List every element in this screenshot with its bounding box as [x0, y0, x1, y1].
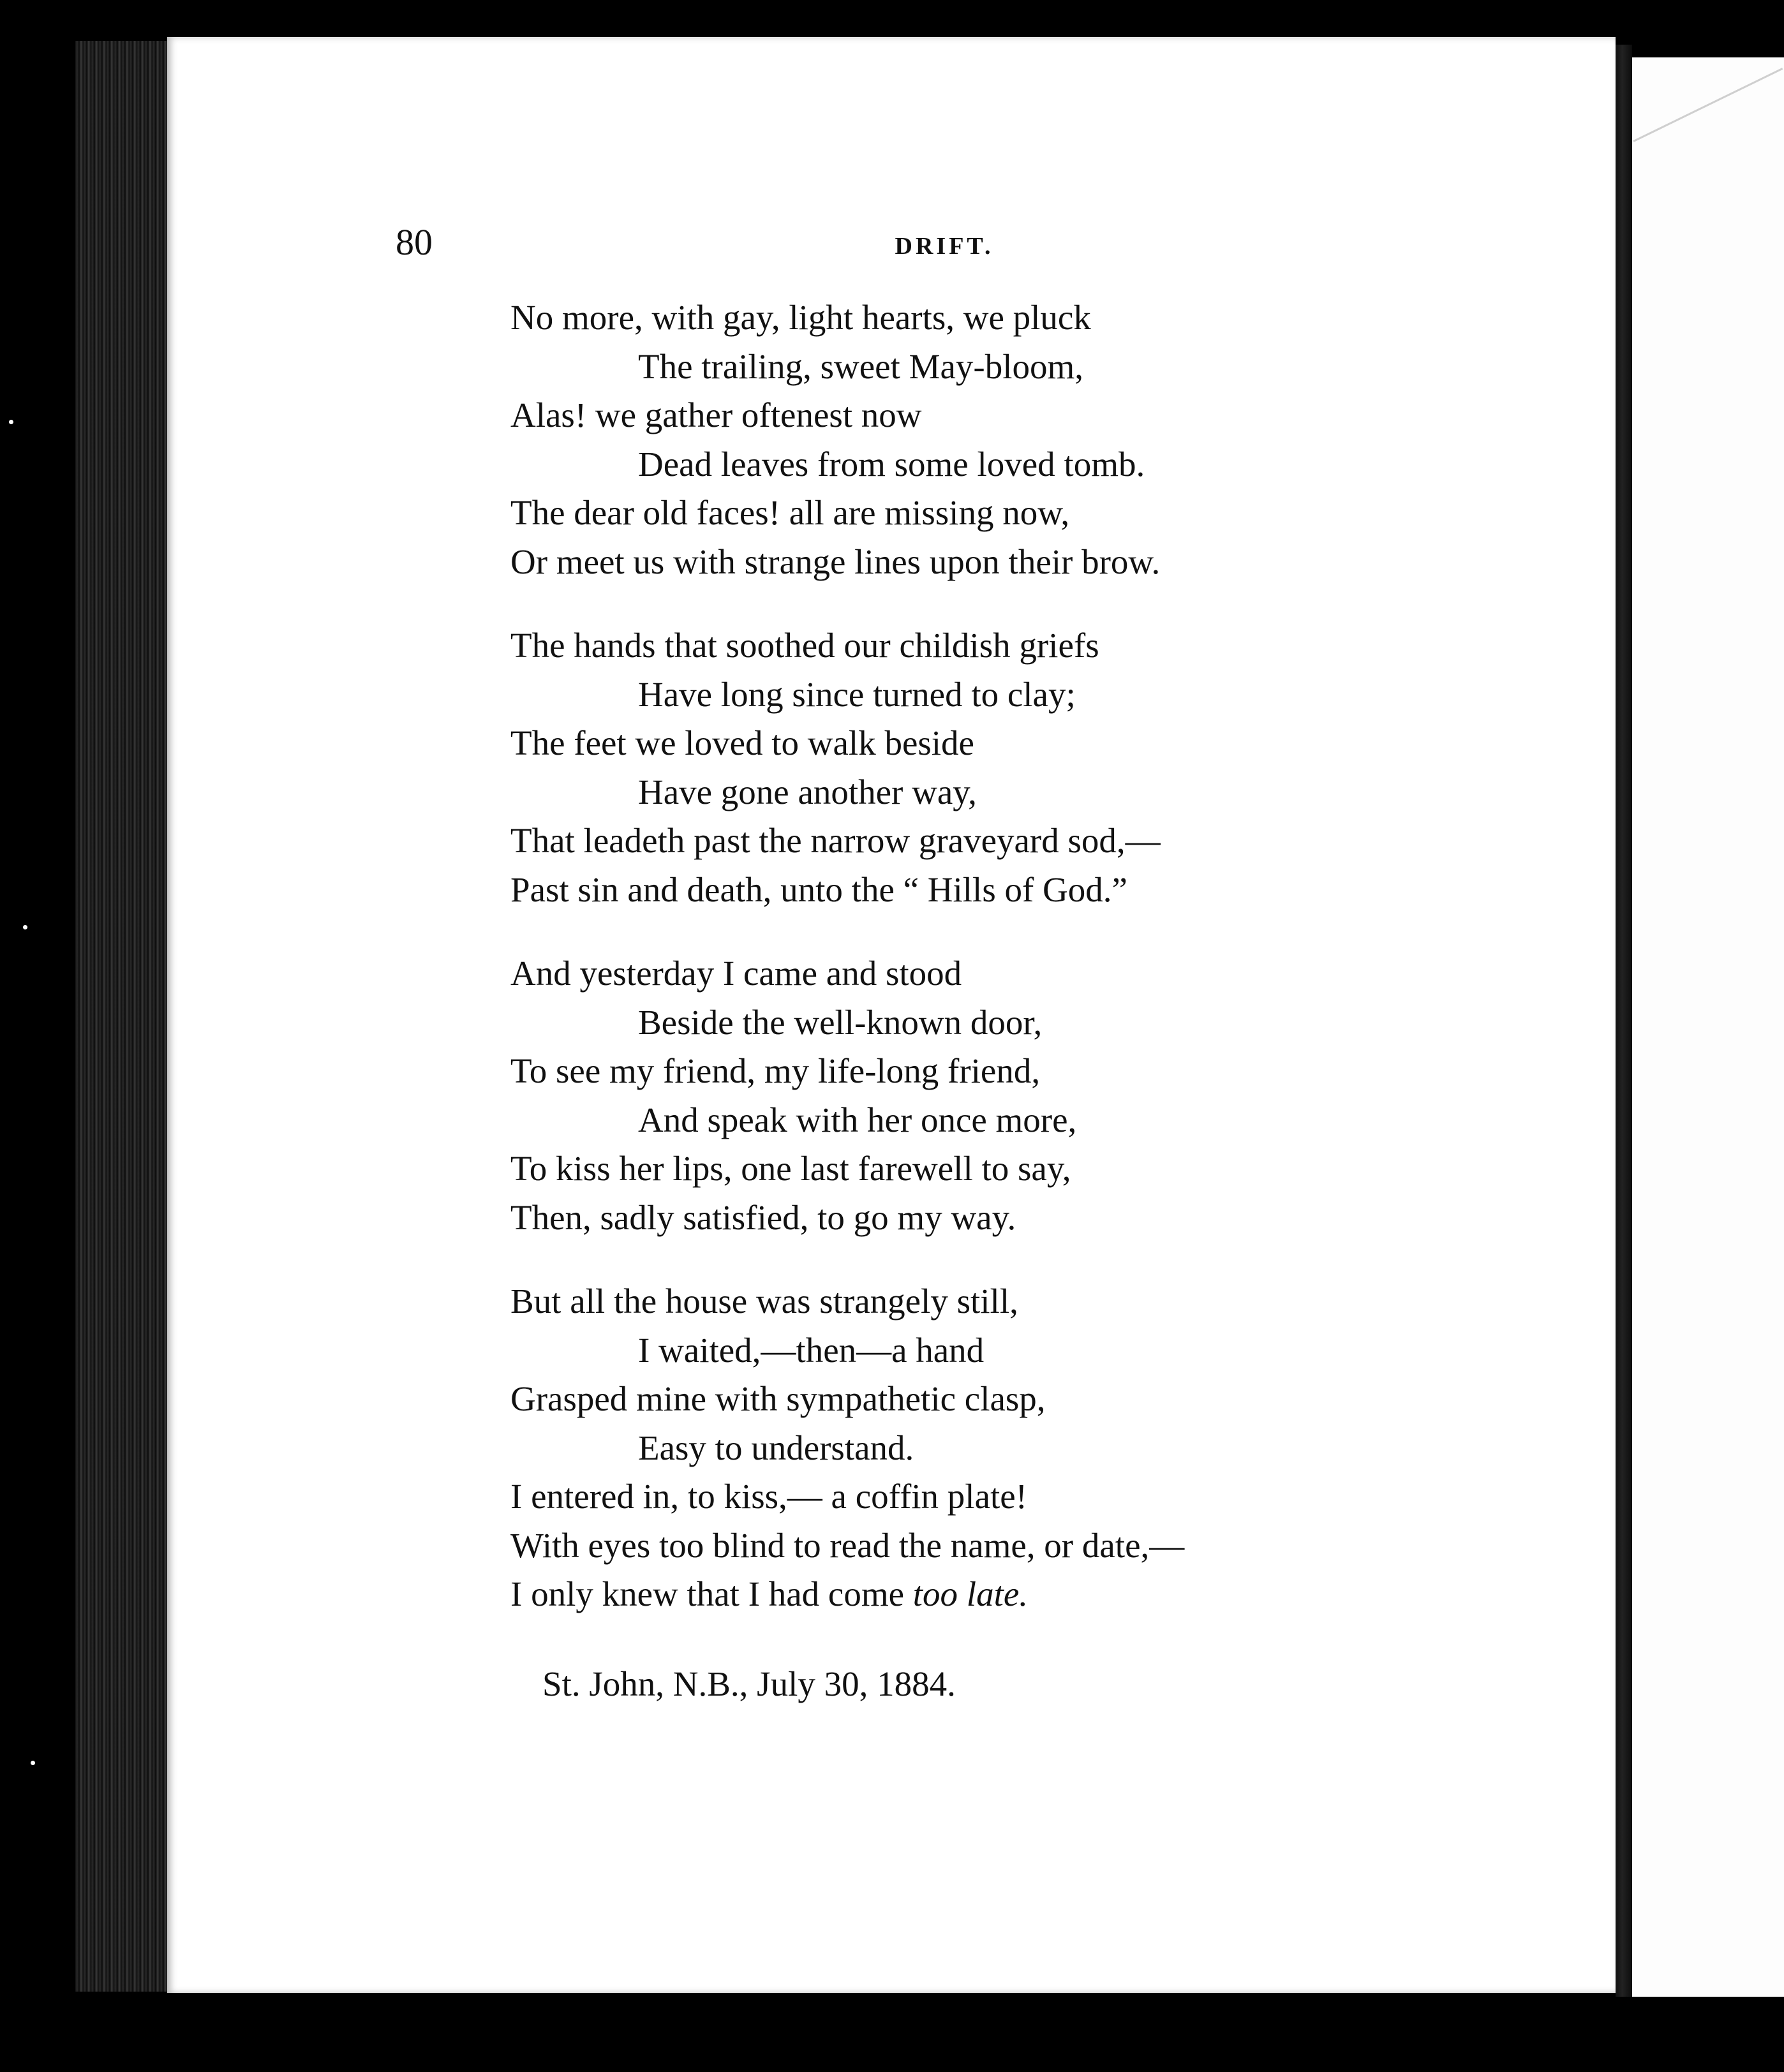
- poem-line-text: That leadeth past the narrow graveyard sod,—: [510, 821, 1161, 860]
- poem-line: [510, 1047, 1391, 1096]
- poem-line: [510, 1375, 1391, 1424]
- poem-line-text: Grasped mine with sympathetic clasp,: [510, 1379, 1046, 1418]
- poem-line-text: Alas! we gather oftenest now: [510, 396, 922, 434]
- poem-line-text: The feet we loved to walk beside: [510, 723, 974, 762]
- poem-line: [510, 1194, 1391, 1243]
- stanza: [510, 1277, 1391, 1619]
- poem-line-text: I entered in, to kiss,— a coffin plate!: [510, 1477, 1027, 1516]
- poem-line-text: To see my friend, my life-long friend,: [510, 1051, 1041, 1090]
- poem-line-text: And speak with her once more,: [638, 1100, 1077, 1139]
- poem-line-text: To kiss her lips, one last farewell to say,: [510, 1149, 1071, 1188]
- running-head: [396, 217, 1391, 268]
- poem-line-text: I waited,—then—a hand: [638, 1330, 985, 1370]
- poem-line: [510, 343, 1391, 392]
- poem-line: [510, 1521, 1391, 1571]
- stanza: [510, 949, 1391, 1242]
- poem-line-italic: too late.: [912, 1574, 1029, 1613]
- scan-speck: [9, 420, 13, 424]
- poem-line-text: Past sin and death, unto the “ Hills of God.”: [510, 870, 1127, 909]
- poem-line-text: Have long since turned to clay;: [638, 674, 1076, 714]
- poem-line: [510, 538, 1391, 587]
- dateline: St. John, N.B., July 30, 1884.: [542, 1664, 956, 1703]
- poem-line-text: Dead leaves from some loved tomb.: [638, 444, 1145, 484]
- poem-line: [510, 1277, 1391, 1326]
- poem-line: [510, 1570, 1391, 1619]
- poem: [510, 293, 1391, 1654]
- poem-line: [510, 1326, 1391, 1375]
- poem-line: [510, 719, 1391, 768]
- poem-line: [510, 670, 1391, 720]
- poem-line-text: The hands that soothed our childish griefs: [510, 626, 1099, 665]
- poem-line-text: No more, with gay, light hearts, we pluck: [510, 298, 1091, 337]
- stanza: [510, 621, 1391, 914]
- scan-speck: [23, 925, 27, 929]
- page-edges: [75, 41, 171, 1992]
- poem-line: [510, 1424, 1391, 1473]
- poem-line: [510, 293, 1391, 343]
- facing-page: [1632, 57, 1784, 1997]
- poem-line-text: Then, sadly satisfied, to go my way.: [510, 1197, 1016, 1237]
- stanza: [510, 293, 1391, 586]
- poem-line-text: And yesterday I came and stood: [510, 954, 962, 993]
- book-gutter: [1616, 45, 1632, 1997]
- poem-line-text: But all the house was strangely still,: [510, 1282, 1018, 1321]
- running-title: DRIFT.: [895, 233, 994, 260]
- poem-line-text: Have gone another way,: [638, 772, 977, 811]
- poem-line: [510, 1472, 1391, 1521]
- poem-line: [510, 391, 1391, 440]
- poem-line: [510, 866, 1391, 915]
- poem-line: [510, 949, 1391, 998]
- poem-line-text: I only knew that I had come: [510, 1574, 913, 1613]
- poem-line: [510, 1096, 1391, 1145]
- poem-line-text: The trailing, sweet May-bloom,: [638, 346, 1084, 386]
- poem-line-text: Or meet us with strange lines upon their brow.: [510, 542, 1161, 581]
- poem-line: [510, 489, 1391, 538]
- poem-line-text: Easy to understand.: [638, 1428, 914, 1467]
- poem-line: [510, 440, 1391, 489]
- poem-line: [510, 998, 1391, 1047]
- poem-line-text: With eyes too blind to read the name, or date,—: [510, 1525, 1185, 1565]
- poem-line-text: The dear old faces! all are missing now,: [510, 493, 1070, 532]
- poem-line: [510, 1144, 1391, 1194]
- poem-line: [510, 768, 1391, 817]
- page-number: 80: [396, 221, 433, 263]
- poem-line: [510, 621, 1391, 670]
- poem-line-text: Beside the well-known door,: [638, 1002, 1043, 1042]
- poem-line: [510, 817, 1391, 866]
- scan-speck: [31, 1761, 35, 1765]
